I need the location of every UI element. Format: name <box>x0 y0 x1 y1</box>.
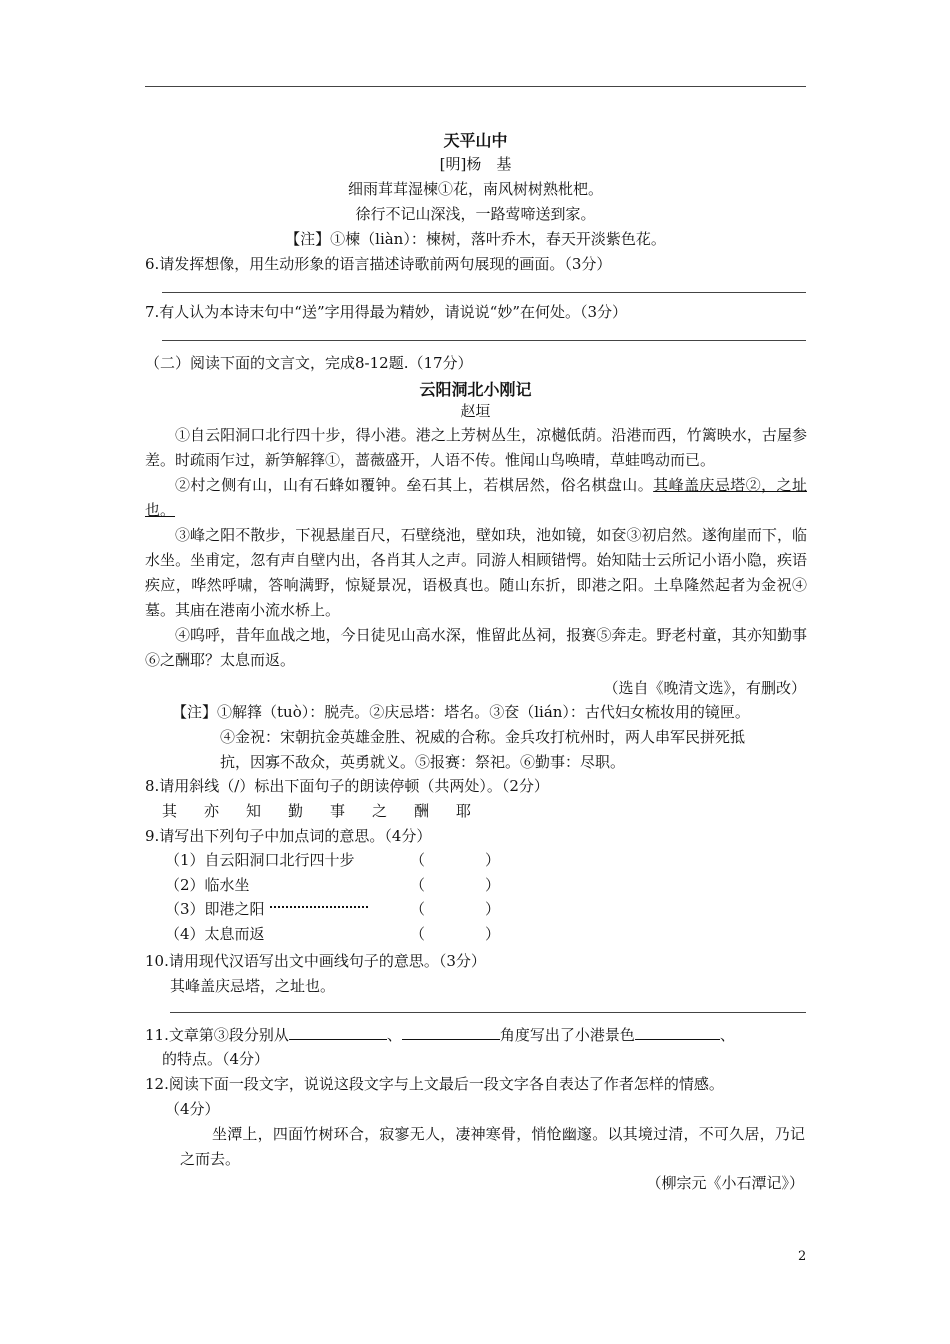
q8-char[interactable]: 耶 <box>456 802 472 820</box>
question-10: 10.请用现代汉语写出文中画线句子的意思。（3分） <box>145 952 486 970</box>
answer-line-6[interactable] <box>162 292 806 293</box>
q8-char[interactable]: 酬 <box>414 802 430 820</box>
poem-line-2: 徐行不记山深浅，一路莺啼送到家。 <box>355 205 596 223</box>
q12-score: （4分） <box>165 1100 220 1118</box>
poem-title: 天平山中 <box>443 131 508 150</box>
q9-item-label: （1）自云阳洞口北行四十步 <box>165 851 355 869</box>
paragraph-2-text: ②村之侧有山，山有石蜂如覆钟。垒石其上，若棋居然，俗名棋盘山。 <box>175 476 654 494</box>
q8-char[interactable]: 事 <box>330 802 346 820</box>
q9-answer-blank[interactable]: （ ） <box>410 900 501 918</box>
q11-part-3: 、 <box>719 1026 735 1044</box>
essay-author: 赵垣 <box>460 402 491 420</box>
q11-sep: 、 <box>386 1026 402 1044</box>
q9-item-label: （2）临水坐 <box>165 876 250 894</box>
notes-line-1: 【注】①解箨（tuò）：脱壳。②庆忌塔：塔名。③奁（lián）：古代妇女梳妆用的镜匣。 <box>172 703 750 721</box>
paragraph-3: ③峰之阳不散步，下视悬崖百尺，石壁绕池，壁如玦，池如镜，如奁③初启然。遂徇崖而下，临水坐。坐甫定，忽有声自壁内出，各肖其人之声。同游人相顾错愕。始知陆士云所记小语小隐，疾语疾应，哗然呼啸，答响满野，惊疑景况，语极真也。随山东折，即港之阳。土阜隆然起者为金祝④墓。其庙在港南小流水桥上。 <box>145 526 807 619</box>
q11-part-4: 的特点。（4分） <box>162 1050 270 1068</box>
question-7: 7.有人认为本诗末句中“送”字用得最为精妙，请说说“妙”在何处。（3分） <box>145 303 628 321</box>
poem-line-1: 细雨茸茸湿楝①花，南风树树熟枇杷。 <box>347 180 603 198</box>
q8-char[interactable]: 其 <box>162 802 178 820</box>
poem-author: [明]杨 基 <box>439 155 512 173</box>
q12-source: （柳宗元《小石潭记》） <box>646 1174 804 1192</box>
paragraph-4: ④呜呼，昔年血战之地，今日徒见山高水深，惟留此丛祠，报赛⑤奔走。野老村童，其亦知勤事⑥之酬耶？太息而返。 <box>145 626 807 669</box>
question-9: 9.请写出下列句子中加点词的意思。（4分） <box>145 827 432 845</box>
q9-answer-blank[interactable]: （ ） <box>410 851 501 869</box>
q8-char[interactable]: 勤 <box>288 802 304 820</box>
answer-line-7[interactable] <box>162 340 806 341</box>
essay-source: （选自《晚清文选》，有删改） <box>603 679 806 697</box>
q9-answer-blank[interactable]: （ ） <box>410 925 501 943</box>
question-6: 6.请发挥想像，用生动形象的语言描述诗歌前两句展现的画面。（3分） <box>145 255 612 273</box>
q9-item-label: （3）即港之阳 <box>165 900 265 918</box>
emphasis-dots <box>270 906 368 908</box>
q11-part-2: 角度写出了小港景色 <box>499 1026 635 1044</box>
q8-char[interactable]: 知 <box>246 802 262 820</box>
header-rule <box>145 86 806 87</box>
page-number: 2 <box>798 1249 807 1264</box>
paragraph-2 <box>145 473 807 523</box>
q10-sentence: 其峰盖庆忌塔，之址也。 <box>170 977 336 995</box>
paragraph-2-underlined: 其峰盖庆忌塔②，之址也。 <box>145 476 807 519</box>
q11-blank-2[interactable] <box>402 1024 500 1040</box>
poem-note: 【注】①楝（liàn）：楝树，落叶乔木，春天开淡紫色花。 <box>285 230 666 248</box>
answer-line-10[interactable] <box>170 1012 806 1013</box>
q9-answer-blank[interactable]: （ ） <box>410 876 501 894</box>
question-8: 8.请用斜线（/）标出下面句子的朗读停顿（共两处）。（2分） <box>145 777 549 795</box>
q8-char[interactable]: 亦 <box>204 802 220 820</box>
q9-item-label: （4）太息而返 <box>165 925 265 943</box>
q11-part-1: 11.文章第③段分别从 <box>145 1026 289 1044</box>
notes-line-3: 抗，因寡不敌众，英勇就义。⑤报赛：祭祀。⑥勤事：尽职。 <box>220 753 626 771</box>
question-12: 12.阅读下面一段文字，说说这段文字与上文最后一段文字各自表达了作者怎样的情感。 <box>145 1075 724 1093</box>
paragraph-1: ①自云阳洞口北行四十步，得小港。港之上芳树丛生，凉樾低荫。沿港而西，竹篱映水，古屋参差。时疏雨乍过，新笋解箨①，蔷薇盛开，人语不传。惟闻山鸟唤晴，草蛙鸣动而已。 <box>145 426 807 469</box>
q11-blank-3[interactable] <box>635 1024 720 1040</box>
q12-quote: 坐潭上，四面竹树环合，寂寥无人，凄神寒骨，悄怆幽邃。以其境过清，不可久居，乃记之而去。 <box>180 1125 805 1168</box>
essay-title: 云阳洞北小刚记 <box>419 380 532 399</box>
question-11 <box>145 1024 735 1045</box>
q11-blank-1[interactable] <box>289 1024 387 1040</box>
notes-line-2: ④金祝：宋朝抗金英雄金胜、祝威的合称。金兵攻打杭州时，两人串军民拼死抵 <box>220 728 746 746</box>
q8-sentence <box>162 800 498 821</box>
q8-char[interactable]: 之 <box>372 802 388 820</box>
section-2-heading: （二）阅读下面的文言文，完成8-12题.（17分） <box>145 354 473 372</box>
